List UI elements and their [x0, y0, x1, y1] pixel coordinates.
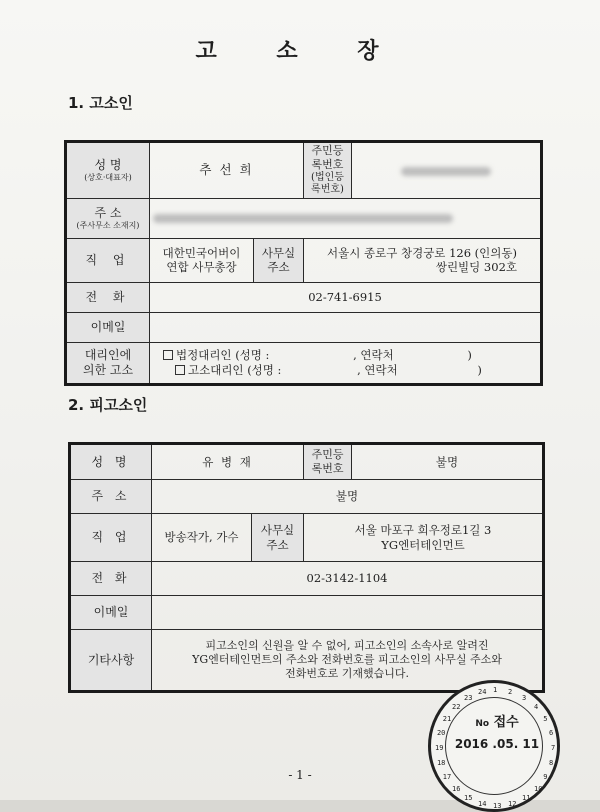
accused-address: 불명 — [152, 480, 544, 514]
stamp-digit: 16 — [451, 785, 461, 793]
stamp-digit: 2 — [508, 687, 513, 696]
stamp-digit: 6 — [549, 728, 554, 737]
label-name: 성 명 (상호·대표자) — [66, 142, 150, 199]
accused-row-name — [70, 444, 544, 480]
accused-etc: 피고소인의 신원을 알 수 없어, 피고소인의 소속사로 알려진 YG엔터테인먼트의 주소와 전화번호를 피고소인의 사무실 주소와 전화번호로 기재했습니다. — [152, 630, 544, 692]
stamp-digit: 21 — [442, 715, 452, 723]
complainant-email — [150, 312, 542, 342]
stamp-digit: 7 — [551, 744, 556, 752]
redaction-mark — [153, 214, 453, 223]
label-phone: 전 화 — [70, 562, 152, 596]
label-job: 직 업 — [70, 514, 152, 562]
label-agent: 대리인에 의한 고소 — [66, 342, 150, 384]
complainant-row-job — [66, 238, 542, 282]
label-job: 직 업 — [66, 238, 150, 282]
checkbox-legal-agent[interactable] — [163, 350, 173, 360]
section-accused-title: 2. 피고소인 — [68, 396, 148, 414]
stamp-digit: 1 — [493, 686, 498, 694]
stamp-digit: 4 — [534, 702, 539, 711]
document-title: 고 소 장 — [195, 38, 405, 64]
complainant-row-address — [66, 198, 542, 238]
stamp-digit: 17 — [442, 773, 452, 781]
label-office-address: 사무실 주소 — [252, 514, 304, 562]
accused-row-phone — [70, 562, 544, 596]
complainant-job: 대한민국어버이 연합 사무총장 — [150, 238, 254, 282]
agent-option-legal: 법정대리인 (성명 : , 연락처 ) — [153, 348, 537, 362]
complainant-row-phone — [66, 282, 542, 312]
complainant-address-redacted — [150, 198, 542, 238]
stamp-digit: 10 — [534, 785, 543, 793]
accused-name: 유 병 재 — [152, 444, 304, 480]
complainant-row-agent — [66, 342, 542, 384]
stamp-digit: 12 — [508, 800, 517, 809]
accused-row-job — [70, 514, 544, 562]
complainant-phone: 02-741-6915 — [150, 282, 542, 312]
accused-office-address: 서울 마포구 희우정로1길 3 YG엔터테인먼트 — [304, 514, 544, 562]
label-office-address: 사무실 주소 — [254, 238, 304, 282]
stamp-digit: 13 — [493, 802, 502, 810]
label-email: 이메일 — [70, 596, 152, 630]
complainant-row-email — [66, 312, 542, 342]
complainant-row-name — [66, 142, 542, 199]
receipt-stamp — [428, 680, 560, 812]
label-name: 성 명 — [70, 444, 152, 480]
accused-rrn: 불명 — [352, 444, 544, 480]
stamp-date: 2016 .05. 11 — [454, 737, 540, 751]
accused-email — [152, 596, 544, 630]
complainant-agent-options — [150, 342, 542, 384]
label-rrn: 주민등록번호 (법인등록번호) — [304, 142, 352, 199]
label-email: 이메일 — [66, 312, 150, 342]
stamp-digit: 18 — [436, 759, 446, 767]
complainant-office-address: 서울시 종로구 창경궁로 126 (인의동) 쌍린빌딩 302호 — [304, 238, 542, 282]
stamp-digit: 11 — [522, 794, 531, 803]
stamp-digit: 19 — [435, 744, 444, 752]
checkbox-complaint-agent[interactable] — [175, 365, 185, 375]
label-address: 주 소 (주사무소 소재지) — [66, 198, 150, 238]
accused-row-email — [70, 596, 544, 630]
redaction-mark — [401, 167, 491, 176]
accused-table — [68, 442, 545, 693]
label-address: 주 소 — [70, 480, 152, 514]
page-number: - 1 - — [288, 768, 312, 782]
accused-row-etc — [70, 630, 544, 692]
complainant-rrn-redacted — [352, 142, 542, 199]
stamp-digit: 22 — [451, 702, 461, 711]
stamp-digit: 24 — [477, 687, 487, 696]
stamp-label: No 접수 — [475, 715, 519, 730]
label-rrn: 주민등록번호 — [304, 444, 352, 480]
accused-job: 방송작가, 가수 — [152, 514, 252, 562]
label-phone: 전 화 — [66, 282, 150, 312]
stamp-digit: 20 — [436, 728, 446, 737]
stamp-digit: 3 — [522, 693, 527, 702]
stamp-digit: 5 — [543, 715, 548, 723]
stamp-digit: 15 — [464, 794, 473, 803]
stamp-digit: 14 — [477, 800, 487, 809]
stamp-digit: 8 — [549, 759, 554, 767]
complainant-table — [64, 140, 543, 386]
section-complainant-title: 1. 고소인 — [68, 94, 133, 112]
agent-option-complaint: 고소대리인 (성명 : , 연락처 ) — [153, 363, 537, 377]
accused-phone: 02-3142-1104 — [152, 562, 544, 596]
label-etc: 기타사항 — [70, 630, 152, 692]
accused-row-address — [70, 480, 544, 514]
complainant-name: 추 선 희 — [150, 142, 304, 199]
stamp-digit: 23 — [464, 693, 473, 702]
stamp-digit: 9 — [543, 773, 548, 781]
